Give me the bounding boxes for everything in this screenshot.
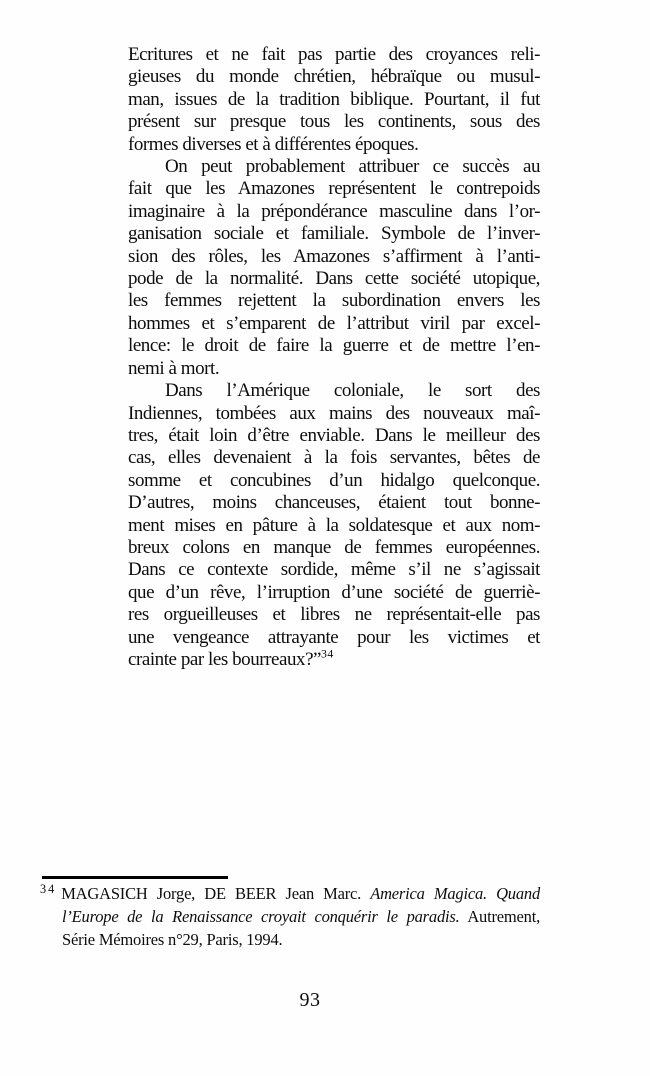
footnote-reference: 34: [321, 647, 334, 661]
text-line: tres, était loin d’être enviable. Dans le meilleur des: [128, 424, 540, 446]
text-line: somme et concubines d’un hidalgo quelconque.: [128, 469, 540, 491]
paragraph-1: [128, 44, 540, 156]
text-line: Dans ce contexte sordide, même s’il ne s’agissait: [128, 559, 540, 581]
footnote-rule: [42, 876, 228, 879]
text-line: D’autres, moins chanceuses, étaient tout bonne-: [128, 492, 540, 514]
footnote-citation-authors: MAGASICH Jorge, DE BEER Jean Marc.: [61, 884, 371, 903]
text-line: hommes et s’emparent de l’attribut viril par excel-: [128, 312, 540, 334]
text-line: ment mises en pâture à la soldatesque et aux nom-: [128, 514, 540, 536]
text-line: une vengeance attrayante pour les victimes et: [128, 626, 540, 648]
paragraph-3: [128, 380, 540, 671]
footnote-citation-details: Série Mémoires n°29, Paris, 1994.: [62, 930, 283, 949]
text-line: Ecritures et ne fait pas partie des croyances reli-: [128, 44, 540, 65]
text-line: présent sur presque tous les continents, sous des: [128, 111, 540, 133]
text-line: ganisation sociale et familiale. Symbole de l’inver-: [128, 223, 540, 245]
text-line: pode de la normalité. Dans cette société utopique,: [128, 268, 540, 290]
text-line: lence: le droit de faire la guerre et de mettre l’en-: [128, 335, 540, 357]
footnote-line: [40, 882, 540, 905]
text-line: formes diverses et à différentes époques.: [128, 133, 419, 155]
text-line: [128, 649, 540, 671]
footnote-citation-title: America Magica. Quand: [370, 884, 541, 903]
text-line: Dans l’Amérique coloniale, le sort des: [165, 380, 540, 402]
paragraph-2: [128, 156, 540, 380]
footnote-line: [40, 928, 540, 951]
footnote-line: [40, 905, 540, 928]
text-line: gieuses du monde chrétien, hébraïque ou musul-: [128, 66, 540, 88]
footnote-marker: 34: [40, 881, 57, 896]
footnote: [40, 882, 540, 951]
text-line: que d’un rêve, l’irruption d’une société de guerriè-: [128, 581, 540, 603]
text-line: imaginaire à la prépondérance masculine dans l’or-: [128, 200, 540, 222]
text-line: fait que les Amazones représentent le contrepoids: [128, 178, 540, 200]
text-line: res orgueilleuses et libres ne représentait-elle pas: [128, 604, 540, 626]
text-line: man, issues de la tradition biblique. Pourtant, il fut: [128, 88, 540, 110]
body-text: [128, 44, 540, 671]
text-line: On peut probablement attribuer ce succès au: [165, 156, 540, 178]
text-line: nemi à mort.: [128, 357, 220, 379]
footnote-citation-title-cont: l’Europe de la Renaissance croyait conquérir le paradis.: [62, 907, 460, 926]
text-line: sion des rôles, les Amazones s’affirment à l’anti-: [128, 245, 540, 267]
text-line-fragment: crainte par les bourreaux?”: [128, 648, 322, 670]
text-line: les femmes rejettent la subordination envers les: [128, 290, 540, 312]
page-number: 93: [299, 989, 321, 1011]
text-line: breux colons en manque de femmes européennes.: [128, 536, 540, 558]
text-line: Indiennes, tombées aux mains des nouveaux maî-: [128, 402, 540, 424]
footnote-citation-publisher: Autrement,: [459, 907, 541, 926]
text-line: cas, elles devenaient à la fois servantes, bêtes de: [128, 447, 540, 469]
